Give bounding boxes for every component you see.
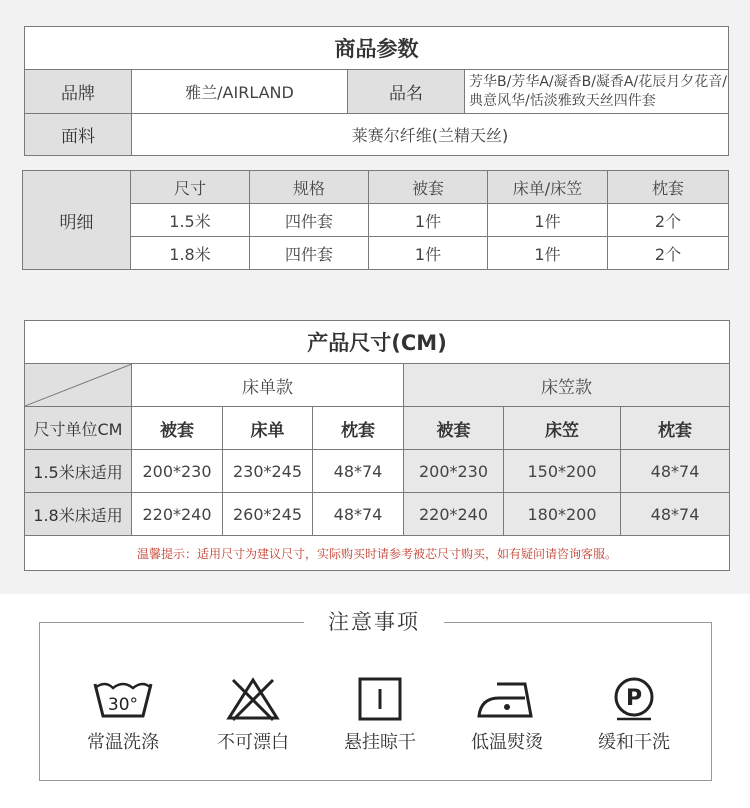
size-sub-header: 被套: [404, 407, 504, 450]
group-sheet-header: 床单款: [132, 364, 404, 407]
care-item-dryclean: [574, 676, 694, 754]
size-sub-header: 床笠: [504, 407, 621, 450]
detail-header: 尺寸: [131, 171, 250, 204]
care-label: 常温洗涤: [87, 732, 159, 753]
detail-table: [22, 170, 729, 270]
detail-header: 枕套: [608, 171, 729, 204]
care-item-wash: [63, 676, 183, 754]
detail-cell: 2个: [608, 204, 729, 237]
params-title: 商品参数: [25, 27, 729, 70]
size-cell: 200*230: [132, 450, 223, 493]
detail-cell: 1.5米: [131, 204, 250, 237]
size-cell: 48*74: [621, 493, 730, 536]
dry-clean-letter: P: [625, 686, 643, 711]
size-title: 产品尺寸(CM): [25, 321, 730, 364]
care-item-iron: [447, 676, 567, 754]
care-label: 缓和干洗: [598, 732, 670, 753]
care-notes-title: 注意事项: [304, 607, 444, 637]
size-cell: 230*245: [223, 450, 313, 493]
diagonal-line: [25, 364, 132, 406]
wash-temp-text: 30°: [107, 695, 139, 715]
size-sub-header: 床单: [223, 407, 313, 450]
care-item-bleach: [193, 676, 313, 754]
care-label: 不可漂白: [217, 732, 289, 753]
fabric-value: 莱赛尔纤维(兰精天丝): [132, 114, 729, 156]
diagonal-corner-cell: [25, 364, 132, 407]
detail-cell: 1件: [488, 237, 608, 270]
size-sub-header: 枕套: [621, 407, 730, 450]
size-cell: 220*240: [132, 493, 223, 536]
table-row: [25, 493, 730, 536]
hang-dry-icon: [357, 676, 403, 722]
size-cell: 260*245: [223, 493, 313, 536]
product-name-value: 芳华B/芳华A/凝香B/凝香A/花辰月夕花音/典意风华/恬淡雅致天丝四件套: [465, 70, 729, 114]
size-row-label: 1.8米床适用: [25, 493, 132, 536]
brand-label: 品牌: [25, 70, 132, 114]
group-fitted-header: 床笠款: [404, 364, 730, 407]
detail-header: 床单/床笠: [488, 171, 608, 204]
fabric-label: 面料: [25, 114, 132, 156]
dry-clean-p-icon: [611, 676, 657, 722]
iron-low-icon: [475, 676, 539, 722]
size-note: 温馨提示：适用尺寸为建议尺寸，实际购买时请参考被芯尺寸购买，如有疑问请咨询客服。: [25, 536, 730, 571]
size-cell: 180*200: [504, 493, 621, 536]
size-cell: 200*230: [404, 450, 504, 493]
product-params-table: [24, 26, 729, 156]
size-cell: 48*74: [621, 450, 730, 493]
detail-cell: 四件套: [250, 237, 369, 270]
table-row: [25, 450, 730, 493]
size-cell: 48*74: [313, 493, 404, 536]
wash-30-icon: [91, 676, 155, 722]
detail-cell: 四件套: [250, 204, 369, 237]
detail-cell: 1件: [369, 204, 488, 237]
size-sub-header: 被套: [132, 407, 223, 450]
size-sub-header: 枕套: [313, 407, 404, 450]
size-row-label: 1.5米床适用: [25, 450, 132, 493]
size-cell: 48*74: [313, 450, 404, 493]
detail-cell: 1.8米: [131, 237, 250, 270]
detail-header: 被套: [369, 171, 488, 204]
detail-row-label: 明细: [23, 171, 131, 270]
care-label: 悬挂晾干: [344, 732, 416, 753]
detail-cell: 1件: [369, 237, 488, 270]
detail-cell: 1件: [488, 204, 608, 237]
care-label: 低温熨烫: [471, 732, 543, 753]
product-size-table: [24, 320, 730, 571]
no-bleach-icon: [225, 676, 281, 722]
detail-header: 规格: [250, 171, 369, 204]
size-cell: 220*240: [404, 493, 504, 536]
product-name-label: 品名: [348, 70, 465, 114]
detail-cell: 2个: [608, 237, 729, 270]
brand-value: 雅兰/AIRLAND: [132, 70, 348, 114]
size-cell: 150*200: [504, 450, 621, 493]
care-item-hang: [320, 676, 440, 754]
unit-label: 尺寸单位CM: [25, 407, 132, 450]
